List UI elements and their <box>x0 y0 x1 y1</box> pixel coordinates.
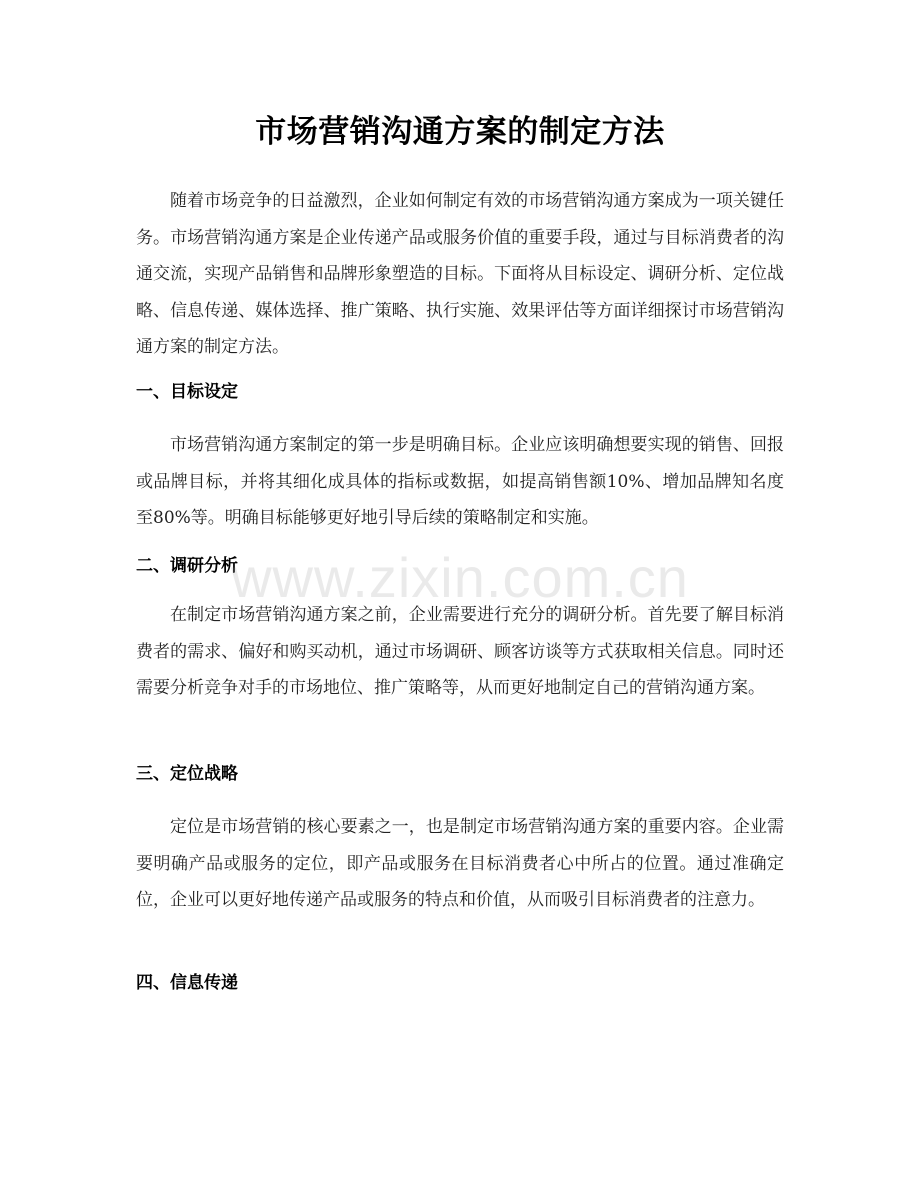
section-heading-positioning-strategy: 三、定位战略 <box>136 764 238 784</box>
section-heading-research-analysis: 二、调研分析 <box>136 556 238 576</box>
document-title: 市场营销沟通方案的制定方法 <box>255 114 665 150</box>
intro-paragraph: 随着市场竞争的日益激烈，企业如何制定有效的市场营销沟通方案成为一项关键任务。市场营销沟通方案是企业传递产品或服务价值的重要手段，通过与目标消费者的沟通交流，实现产品销售和品牌形象塑造的目标。下面将从目标设定、调研分析、定位战略、信息传递、媒体选择、推广策略、执行实施、效果评估等方面详细探讨市场营销沟通方案的制定方法。 <box>136 191 784 357</box>
section-body-positioning-strategy: 定位是市场营销的核心要素之一，也是制定市场营销沟通方案的重要内容。企业需要明确产品或服务的定位，即产品或服务在目标消费者心中所占的位置。通过准确定位，企业可以更好地传递产品或服务的特点和价值，从而吸引目标消费者的注意力。 <box>136 817 784 910</box>
section-heading-goal-setting: 一、目标设定 <box>136 382 238 402</box>
watermark-text: www.zixin.com.cn <box>231 546 689 609</box>
section-heading-information-delivery: 四、信息传递 <box>136 973 238 993</box>
section-body-research-analysis: 在制定市场营销沟通方案之前，企业需要进行充分的调研分析。首先要了解目标消费者的需求、偏好和购买动机，通过市场调研、顾客访谈等方式获取相关信息。同时还需要分析竞争对手的市场地位、推广策略等，从而更好地制定自己的营销沟通方案。 <box>136 605 784 698</box>
section-body-goal-setting: 市场营销沟通方案制定的第一步是明确目标。企业应该明确想要实现的销售、回报或品牌目标，并将其细化成具体的指标或数据，如提高销售额10%、增加品牌知名度至80%等。明确目标能够更好地引导后续的策略制定和实施。 <box>136 435 784 528</box>
